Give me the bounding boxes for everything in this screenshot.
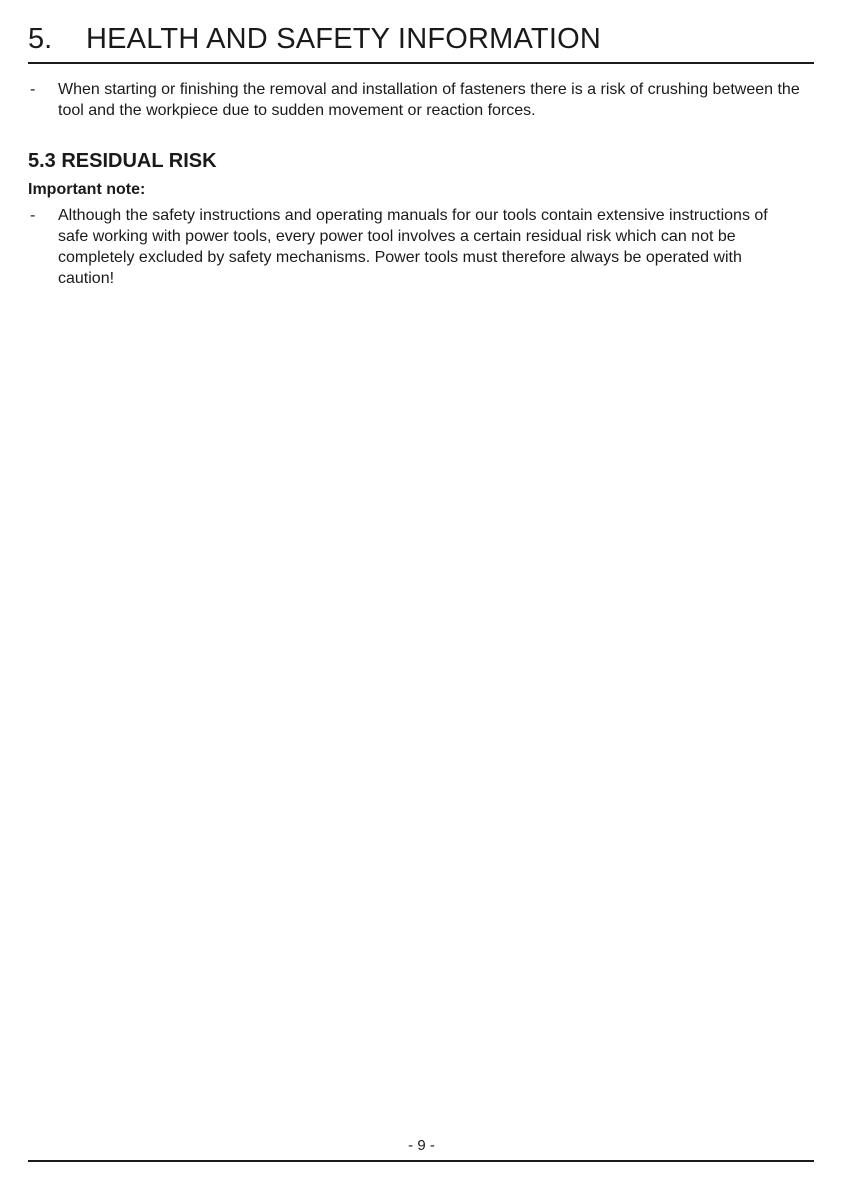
important-note-label: Important note: [28, 181, 146, 198]
subsection-title-residual-risk: 5.3 RESIDUAL RISK [28, 150, 217, 172]
header-divider [28, 62, 814, 64]
page-number: - 9 - [408, 1137, 435, 1154]
section-header [28, 22, 814, 56]
bullet-dash: - [30, 207, 36, 224]
bullet-text: When starting or finishing the removal and installation of fasteners there is a risk of crushing between the tool and the workpiece due to sudden movement or reaction forces. [58, 81, 800, 119]
bullet-item-residual-risk [30, 205, 800, 289]
footer-divider [28, 1160, 814, 1162]
bullet-dash: - [30, 81, 36, 98]
section-title: HEALTH AND SAFETY INFORMATION [86, 23, 601, 55]
bullet-item-crushing-risk [30, 79, 800, 121]
bullet-text: Although the safety instructions and operating manuals for our tools contain extensive instructions of safe working with power tools, every power tool involves a certain residual risk which can not be completely excluded by safety mechanisms. Power tools must therefore always be operated with caution! [58, 207, 768, 287]
section-number: 5. [28, 23, 53, 55]
